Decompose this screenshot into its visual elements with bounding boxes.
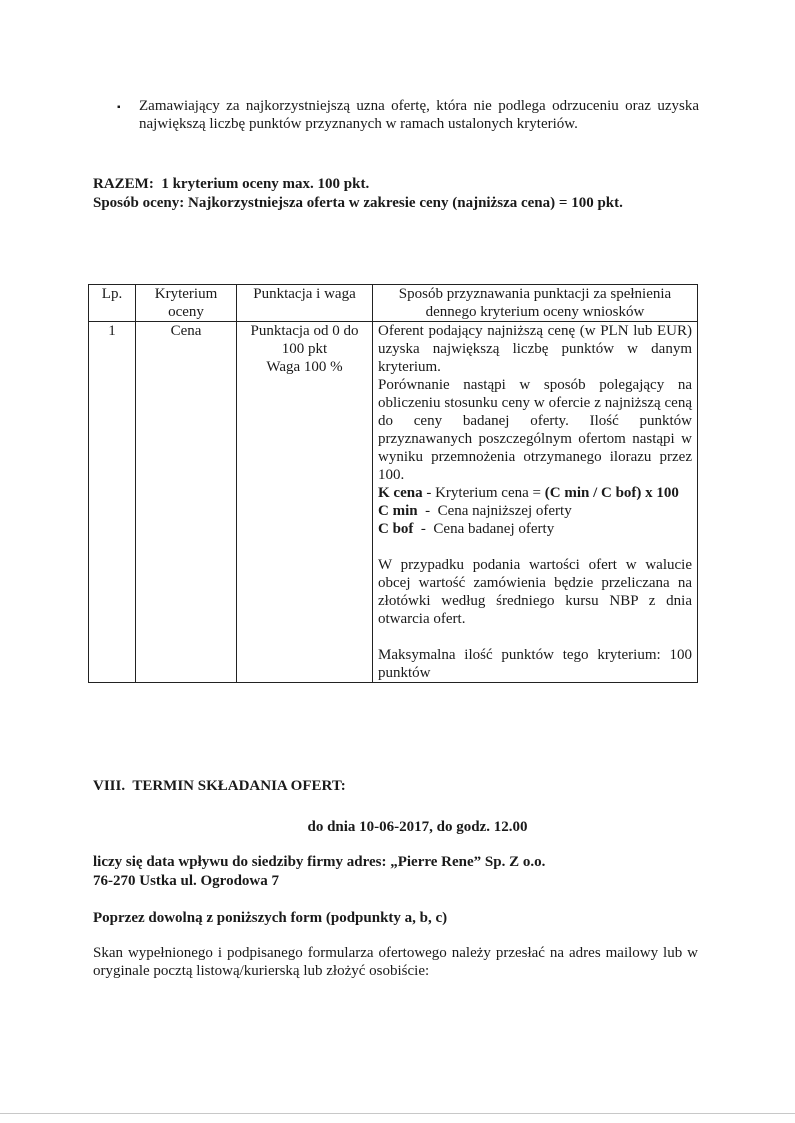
header-punktacja: Punktacja i waga	[237, 285, 373, 322]
cmin-line	[378, 502, 692, 520]
cell-lp: 1	[89, 322, 136, 683]
cell-sposob	[373, 322, 698, 683]
formula-label: K cena	[378, 485, 423, 501]
deadline-text: do dnia 10-06-2017, do godz. 12.00	[307, 819, 528, 835]
punktacja-range: Punktacja od 0 do 100 pkt	[250, 323, 359, 357]
bullet-square-icon: ▪	[117, 102, 121, 113]
sposob-paragraph-3: W przypadku podania wartości ofert w walucie obcej wartość zamówienia będzie przeliczana na złotówki według średniego kursu NBP z dnia otwarcia ofert.	[378, 557, 692, 627]
address-line-1: liczy się data wpływu do siedziby firmy adres: „Pierre Rene” Sp. Z o.o.	[93, 854, 546, 870]
formula-expression: (C min / C bof) x 100	[544, 485, 679, 501]
criteria-table	[88, 284, 698, 683]
summary-total: RAZEM: 1 kryterium oceny max. 100 pkt.	[93, 176, 370, 192]
table-row	[89, 322, 698, 683]
sposob-paragraph-2: Porównanie nastąpi w sposób polegający na obliczeniu stosunku ceny w ofercie z najniższą ceną do ceny badanej oferty. Ilość punktów przyznawanych poszczególnym ofertom nastąpi w wyniku przemnożenia otrzymanego ilorazu przez 100.	[378, 377, 692, 483]
cell-punktacja	[237, 322, 373, 683]
bullet-text: Zamawiający za najkorzystniejszą uzna ofertę, która nie podlega odrzuceniu oraz uzyska największą liczbę punktów przyznanych w ramach ustalonych kryteriów.	[139, 98, 699, 132]
punktacja-weight: Waga 100 %	[266, 359, 343, 375]
section-heading: VIII. TERMIN SKŁADANIA OFERT:	[93, 778, 346, 794]
header-lp: Lp.	[89, 285, 136, 322]
sposob-paragraph-1: Oferent podający najniższą cenę (w PLN lub EUR) uzyska największą liczbę punktów w danym kryterium.	[378, 323, 692, 375]
cmin-label: C min	[378, 503, 418, 519]
submission-forms-heading: Poprzez dowolną z poniższych form (podpunkty a, b, c)	[93, 910, 448, 926]
formula-text: - Kryterium cena =	[422, 485, 545, 501]
table-header-row	[89, 285, 698, 322]
cell-kryterium: Cena	[136, 322, 237, 683]
cbof-line	[378, 520, 692, 538]
address-line-2: 76-270 Ustka ul. Ogrodowa 7	[93, 873, 279, 889]
cbof-text: - Cena badanej oferty	[413, 521, 555, 537]
paragraph-gap	[378, 628, 692, 646]
header-sposob: Sposób przyznawania punktacji za spełnienia dennego kryterium oceny wniosków	[373, 285, 698, 322]
scan-instructions: Skan wypełnionego i podpisanego formularza ofertowego należy przesłać na adres mailowy lub w oryginale pocztą listową/kurierską lub złożyć osobiście:	[93, 945, 698, 979]
header-kryterium: Kryterium oceny	[136, 285, 237, 322]
sposob-paragraph-4: Maksymalna ilość punktów tego kryterium: 100 punktów	[378, 647, 692, 681]
address-block	[93, 853, 545, 891]
cbof-label: C bof	[378, 521, 414, 537]
paragraph-gap	[378, 538, 692, 556]
evaluation-summary	[93, 175, 713, 213]
summary-method: Sposób oceny: Najkorzystniejsza oferta w zakresie ceny (najniższa cena) = 100 pkt.	[93, 195, 623, 211]
formula-line	[378, 484, 692, 502]
cmin-text: - Cena najniższej oferty	[417, 503, 572, 519]
page-bottom-divider	[0, 1113, 795, 1114]
